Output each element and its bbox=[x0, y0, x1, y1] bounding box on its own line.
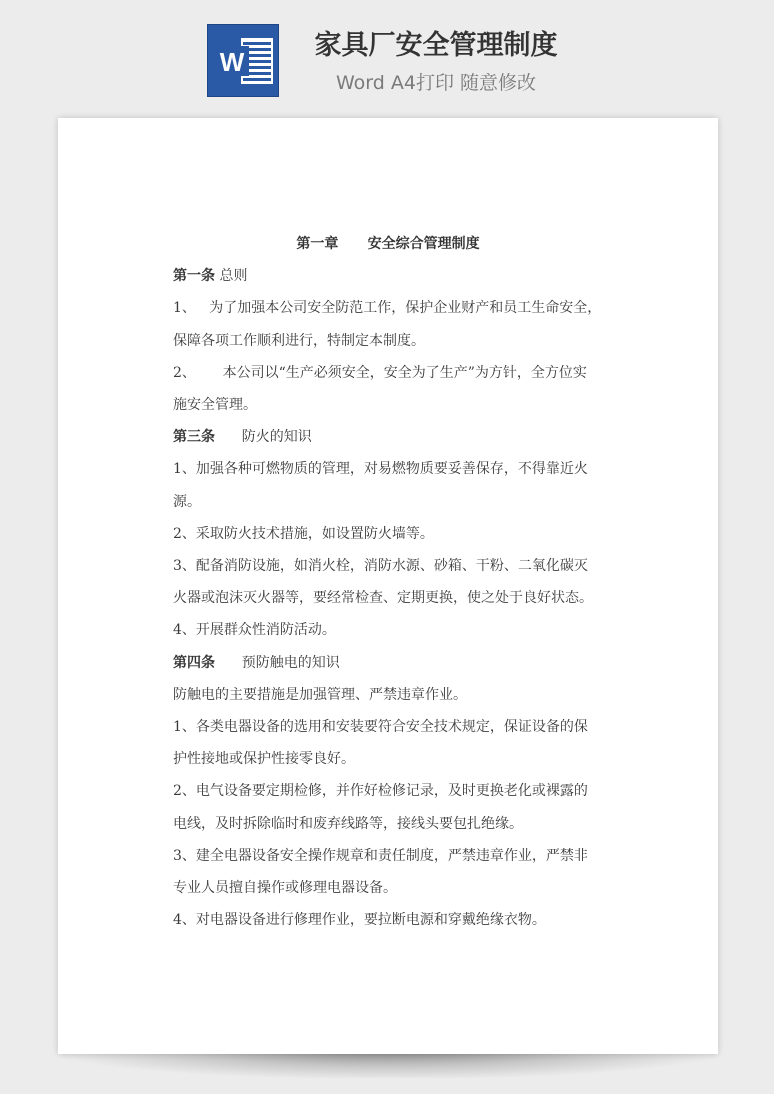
document-line bbox=[173, 743, 603, 775]
document-body bbox=[173, 228, 603, 936]
document-lines bbox=[173, 260, 603, 936]
document-line bbox=[173, 518, 603, 550]
line-text: 防触电的主要措施是加强管理、严禁违章作业。 bbox=[173, 686, 467, 703]
line-text: 源。 bbox=[173, 493, 201, 510]
line-text: 专业人员擅自操作或修理电器设备。 bbox=[173, 880, 397, 897]
line-text: 护性接地或保护性接零良好。 bbox=[173, 751, 355, 768]
header-title: 家具厂安全管理制度 bbox=[314, 30, 558, 61]
line-text: 2、 本公司以“生产必须安全，安全为了生产”为方针，全方位实 bbox=[173, 364, 587, 381]
document-line bbox=[173, 325, 603, 357]
line-text: 3、配备消防设施，如消火栓，消防水源、砂箱、干粉、二氧化碳灭 bbox=[173, 558, 588, 575]
line-text: 保障各项工作顺利进行，特制定本制度。 bbox=[173, 332, 425, 349]
line-text: 防火的知识 bbox=[215, 429, 312, 446]
line-text: 电线，及时拆除临时和废弃线路等，接线头要包扎绝缘。 bbox=[173, 815, 523, 832]
line-text: 4、开展群众性消防活动。 bbox=[173, 622, 336, 639]
document-line bbox=[173, 711, 603, 743]
section-label: 第三条 bbox=[173, 429, 215, 446]
document-line bbox=[173, 679, 603, 711]
section-label: 第一条 bbox=[173, 268, 215, 285]
document-line bbox=[173, 582, 603, 614]
line-text: 施安全管理。 bbox=[173, 397, 257, 414]
section-heading bbox=[173, 421, 603, 453]
line-text: 预防触电的知识 bbox=[215, 654, 340, 671]
line-text: 4、对电器设备进行修理作业，要拉断电源和穿戴绝缘衣物。 bbox=[173, 912, 546, 929]
document-line bbox=[173, 808, 603, 840]
document-line bbox=[173, 357, 603, 389]
word-document-icon bbox=[207, 24, 279, 97]
line-text: 1、加强各种可燃物质的管理，对易燃物质要妥善保存，不得靠近火 bbox=[173, 461, 588, 478]
document-line bbox=[173, 840, 603, 872]
document-line bbox=[173, 614, 603, 646]
page-header bbox=[0, 0, 774, 118]
section-heading bbox=[173, 647, 603, 679]
document-line bbox=[173, 486, 603, 518]
document-line bbox=[173, 775, 603, 807]
line-text: 火器或泡沫灭火器等，要经常检查、定期更换，使之处于良好状态。 bbox=[173, 590, 593, 607]
document-line bbox=[173, 453, 603, 485]
line-text: 2、采取防火技术措施，如设置防火墙等。 bbox=[173, 525, 434, 542]
chapter-title: 第一章 安全综合管理制度 bbox=[296, 236, 480, 252]
document-line bbox=[173, 550, 603, 582]
header-subtitle: Word A4打印 随意修改 bbox=[335, 72, 536, 94]
word-logo-letter: W bbox=[219, 47, 245, 77]
document-line bbox=[173, 292, 603, 324]
document-page bbox=[58, 118, 718, 1054]
section-label: 第四条 bbox=[173, 654, 215, 671]
document-line bbox=[173, 904, 603, 936]
document-line bbox=[173, 872, 603, 904]
line-text: 3、建全电器设备安全操作规章和责任制度，严禁违章作业，严禁非 bbox=[173, 847, 588, 864]
document-line bbox=[173, 389, 603, 421]
section-heading bbox=[173, 260, 603, 292]
line-text: 1、各类电器设备的选用和安装要符合安全技术规定，保证设备的保 bbox=[173, 719, 588, 736]
line-text: 总则 bbox=[215, 268, 248, 285]
line-text: 1、 为了加强本公司安全防范工作，保护企业财产和员工生命安全， bbox=[173, 300, 602, 317]
line-text: 2、电气设备要定期检修，并作好检修记录，及时更换老化或裸露的 bbox=[173, 783, 588, 800]
